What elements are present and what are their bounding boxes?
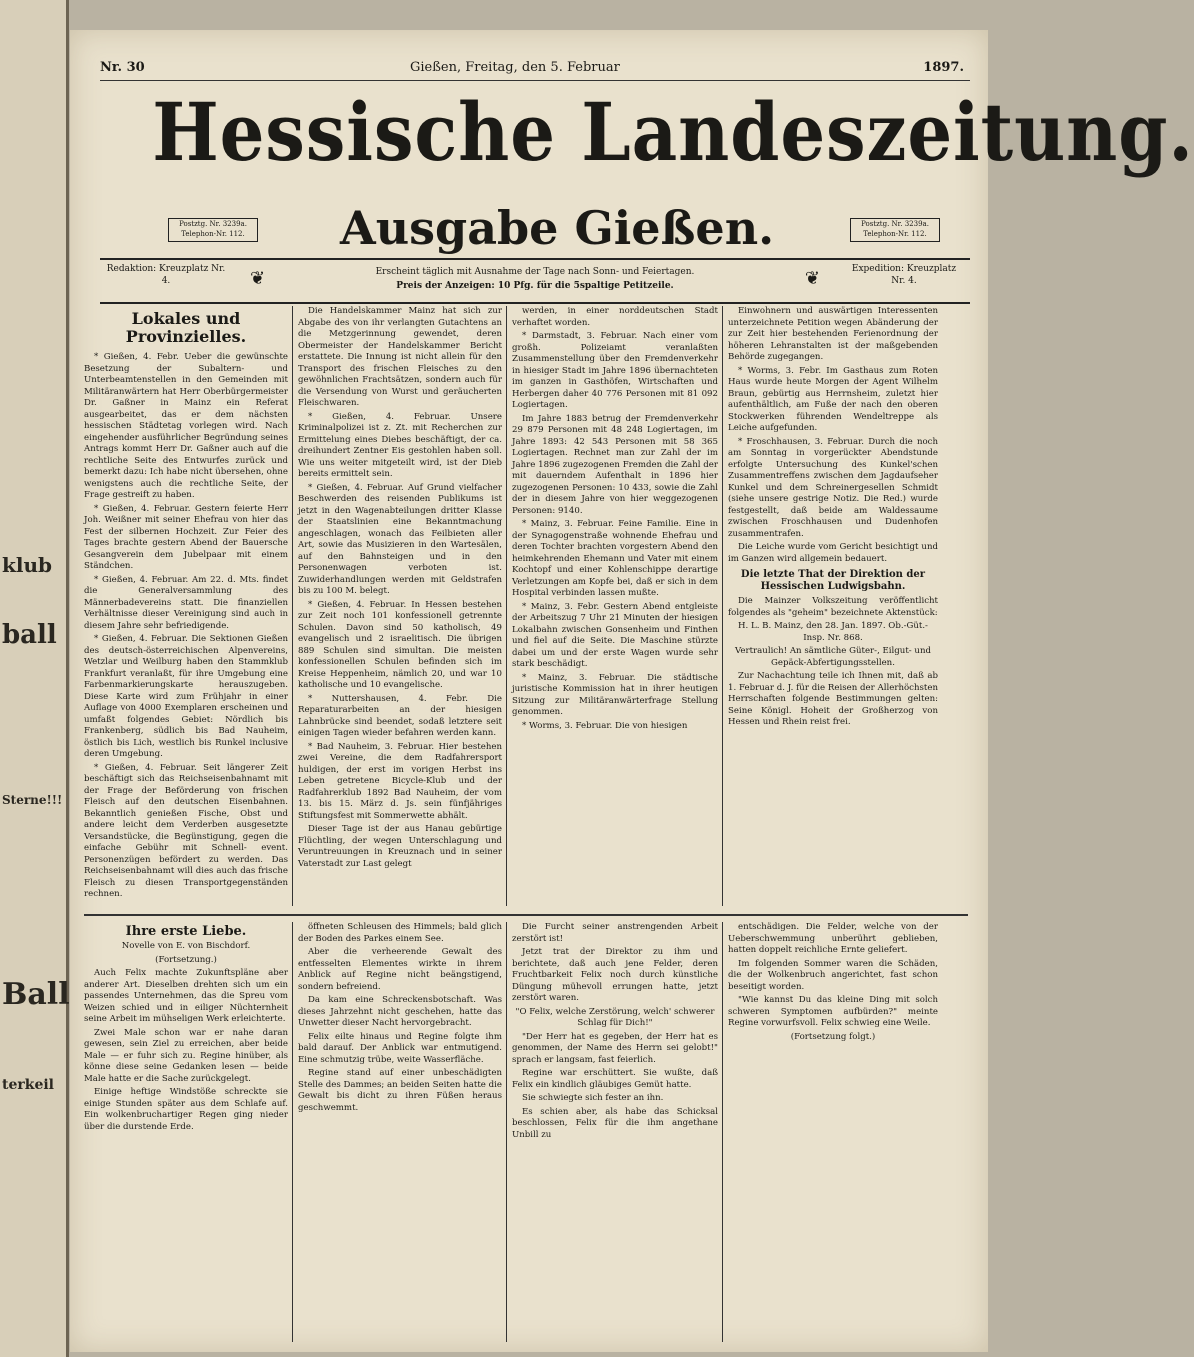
- previous-page-edge: [0, 0, 69, 1357]
- feuilleton-separator: [84, 914, 968, 916]
- news-item: * Nuttershausen, 4. Febr. Die Reparaturarbeiten an der hiesigen Lahnbrücke sind beendet, sodaß letztere seit einigen Tagen wieder befahren werden kann.: [298, 693, 502, 738]
- news-item: * Worms, 3. Februar. Die von hiesigen: [522, 720, 688, 731]
- feuilleton-title: Ihre erste Liebe.: [125, 924, 247, 939]
- column-divider: [506, 306, 507, 906]
- section-heading: Lokales und Provinzielles.: [125, 309, 247, 346]
- news-item: * Froschhausen, 3. Februar. Durch die noch am Sonntag in vorgerückter Abendstunde erfolgte Untersuchung des Kunkel'schen Zusammentreffens zwischen dem Jagdaufseher Kunkel und dem Schreinergesellen Schmidt (siehe unsere gestrige Notiz. Die Red.) wurde festgestellt, daß beide am Waldessaume zwischen Froschhausen und Dudenhofen zusammentrafen.: [728, 436, 938, 539]
- story-paragraph: öffneten Schleusen des Himmels; bald glich der Boden des Parkes einem See.: [298, 922, 502, 944]
- info-bar: [100, 258, 970, 304]
- issue-date: Gießen, Freitag, den 5. Februar: [410, 60, 620, 75]
- column-1: [84, 306, 288, 906]
- news-item: * Gießen, 4. Februar. Die Sektionen Gießen des deutsch-österreichischen Alpenvereins, Wetzlar und Weilburg haben den Stammklub Frankfurt veranlaßt, für ihre Umgebung eine Farbenmarkierungskarte herauszugeben. Diese Karte wird zum Frühjahr in einer Auflage von 4000 Exemplaren erscheinen und umfaßt folgendes Gebiet: Nördlich bis Frankenberg, südlich bis Bad Nauheim, östlich bis Lich, westlich bis Runkel inclusive deren Umgebung.: [84, 634, 288, 759]
- masthead-title: Hessische Landeszeitung.: [152, 85, 1194, 179]
- feuilleton-column-4: [728, 922, 938, 1342]
- news-item: Dieser Tage ist der aus Hanau gebürtige Flüchtling, der wegen Unterschlagung und Veruntreuungen in Kreuznach und in seiner Vaterstadt zur Last gelegt: [298, 824, 502, 869]
- story-paragraph: Zwei Male schon war er nahe daran gewesen, sein Ziel zu erreichen, aber beide Male — er fuhr sich zu. Regine hinüber, als könne diese seine Gedanken lesen — beide Male hatte er die Sache zurückgelegt.: [84, 1027, 288, 1084]
- news-item: H. L. B. Mainz, den 28. Jan. 1897. Ob.-Güt.-Insp. Nr. 868.: [738, 621, 928, 643]
- postbox-right: Postztg. Nr. 3239a. Telephon-Nr. 112.: [850, 218, 940, 242]
- news-item: * Mainz, 3. Februar. Feine Familie. Eine in der Synagogenstraße wohnende Ehefrau und deren Tochter brachten vorgestern Abend den heimkehrenden Ehemann und Vater mit einem Kochtopf und einer Kohlenschippe derartige Verletzungen am Kopfe bei, daß er sich in dem Hospital verbinden lassen mußte.: [512, 519, 718, 598]
- feuilleton-column-1: [84, 922, 288, 1342]
- story-paragraph: Regine stand auf einer unbeschädigten Stelle des Dammes; an beiden Seiten hatte die Gewalt bis dicht zu ihren Füßen heraus geschwemmt.: [298, 1068, 502, 1113]
- news-item: Einwohnern und auswärtigen Interessenten unterzeichnete Petition wegen Abänderung der zur Zeit hier bestehenden Ferienordnung der höheren Lehranstalten ist der maßgebenden Behörde zugegangen.: [728, 306, 938, 362]
- feuilleton-column-3: [512, 922, 718, 1342]
- story-paragraph: Aber die verheerende Gewalt des entfesselten Elementes wirkte in ihrem Anblick auf Regine nicht beängstigend, sondern befreiend.: [298, 947, 502, 992]
- news-item: Die Mainzer Volkszeitung veröffentlicht folgendes als "geheim" bezeichnete Aktenstück:: [728, 596, 938, 618]
- news-item: * Gießen, 4. Februar. Unsere Kriminalpolizei ist z. Zt. mit Recherchen zur Ermittelung eines Diebes beschäftigt, der ca. dreihundert Zentner Eis gestohlen haben soll. Wie uns weiter mitgeteilt wird, ist der Dieb bereits ermittelt sein.: [298, 411, 502, 479]
- story-paragraph: "Der Herr hat es gegeben, der Herr hat es genommen, der Name des Herrn sei gelobt!" sprach er langsam, fast feierlich.: [512, 1031, 718, 1065]
- news-item: * Bad Nauheim, 3. Februar. Hier bestehen zwei Vereine, die dem Radfahrersport huldigen, der erst im vorigen Herbst ins Leben getretene Bicycle-Klub und der Radfahrerklub 1892 Bad Nauheim, der vom 13. bis 15. März d. Js. sein fünfjähriges Stiftungsfest mit Sommerwette abhält.: [298, 741, 502, 821]
- story-paragraph: Da kam eine Schreckensbotschaft. Was dieses Jahrzehnt nicht geschehen, hatte das Unwetter dieser Nacht hervorgebracht.: [298, 995, 502, 1028]
- column-divider: [292, 922, 293, 1342]
- news-item: Zur Nachachtung teile ich Ihnen mit, daß ab 1. Februar d. J. für die Reisen der Allerhöchsten Herrschaften folgende Bestimmungen gelten: Seine Königl. Hoheit der Großherzog von Hessen und Rhein reist frei.: [728, 671, 938, 727]
- story-continued-note: (Fortsetzung folgt.): [790, 1031, 876, 1042]
- story-paragraph: Die Furcht seiner anstrengenden Arbeit zerstört ist!: [512, 922, 718, 944]
- news-item: * Gießen, 4. Februar. Am 22. d. Mts. findet die Generalversammlung des Männerbadevereins statt. Die finanziellen Verhältnisse dieser Vereinigung sind auch in diesem Jahre sehr befriedigende.: [84, 574, 288, 631]
- ad-price: Preis der Anzeigen: 10 Pfg. für die 5spaltige Petitzeile.: [396, 281, 674, 291]
- news-item: * Gießen, 4. Februar. Gestern feierte Herr Joh. Weißner mit seiner Ehefrau von hier das Fest der silbernen Hochzeit. Zur Feier des Tages brachte gestern Abend der Bauersche Gesangverein dem Jubelpaar mit einem Ständchen.: [84, 503, 288, 571]
- news-item: * Gießen, 4. Februar. Auf Grund vielfacher Beschwerden des reisenden Publikums ist jetzt in den Wagenabteilungen dritter Klasse der Staatslinien eine Bekanntmachung angeschlagen, wonach das Feilbieten aller Art, sowie das Musizieren in den Wartesälen, auf den Bahnsteigen und in den Personenwagen verboten ist. Zuwiderhandlungen werden mit Geldstrafen bis zu 100 M. belegt.: [298, 482, 502, 596]
- news-item: werden, in einer norddeutschen Stadt verhaftet worden.: [512, 306, 718, 328]
- margin-fragment: terkeil: [2, 1077, 54, 1093]
- story-paragraph: Auch Felix machte Zukunftspläne aber anderer Art. Dieselben drehten sich um ein passendes Unternehmen, das die Spreu vom Weizen schied und in eiliger Nüchternheit seine Arbeit im mühseligen Werk erleichterte.: [84, 968, 288, 1024]
- news-item: * Mainz, 3. Febr. Gestern Abend entgleiste der Arbeitszug 7 Uhr 21 Minuten der hiesigen Lokalbahn zwischen Gonsenheim und Finthen und fiel auf die Seite. Die Maschine stürzte dabei um und der erste Wagen wurde sehr stark beschädigt.: [512, 601, 718, 669]
- ornament-icon: ❦: [250, 268, 266, 289]
- redaktion-address: Redaktion: Kreuzplatz Nr. 4.: [106, 264, 226, 286]
- news-item: Die Leiche wurde vom Gericht besichtigt und im Ganzen wird allgemein bedauert.: [728, 542, 938, 564]
- feuilleton-author: Novelle von E. von Bischdorf.: [121, 941, 251, 951]
- story-paragraph: Regine war erschüttert. Sie wußte, daß Felix ein kindlich gläubiges Gemüt hatte.: [512, 1068, 718, 1090]
- publication-info: [340, 265, 730, 293]
- issue-year: 1897.: [923, 60, 964, 75]
- news-item: * Gießen, 4. Februar. Seit längerer Zeit beschäftigt sich das Reichseisenbahnamt mit der Frage der Beförderung von frischen Fleisch auf den deutschen Eisenbahnen. Bekanntlich genießen Fische, Obst und andere leicht dem Verderben ausgesetzte Versandstücke, die Begünstigung, gegen die einfache Gebühr mit Schnell- event. Personenzügen befördert zu werden. Das Reichseisenbahnamt will dies auch das frische Fleisch zu diesen Transportgegenständen rechnen.: [84, 762, 288, 899]
- feuilleton-continued: (Fortsetzung.): [155, 954, 217, 965]
- news-item: * Gießen, 4. Februar. In Hessen bestehen zur Zeit noch 101 konfessionell getrennte Schulen. Davon sind 50 katholisch, 49 evangelisch und 2 israelitisch. Die übrigen 889 Schulen sind simultan. Die meisten konfessionellen Schulen befinden sich im Kreise Heppenheim, nämlich 20, und war 10 katholische und 10 evangelische.: [298, 599, 502, 690]
- column-divider: [722, 306, 723, 906]
- story-paragraph: "Wie kannst Du das kleine Ding mit solch schweren Symptomen aufbürden?" meinte Regine vorwurfsvoll. Felix schwieg eine Weile.: [728, 995, 938, 1028]
- issue-line: [100, 60, 970, 81]
- story-paragraph: Einige heftige Windstöße schreckte sie einige Stunden später aus dem Schlafe auf. Ein wolkenbruchartiger Regen ging nieder über die durstende Erde.: [84, 1087, 288, 1132]
- story-paragraph: entschädigen. Die Felder, welche von der Ueberschwemmung unberührt geblieben, hatten doppelt reichliche Ernte geliefert.: [728, 922, 938, 955]
- news-item: Vertraulich! An sämtliche Güter-, Eilgut- und Gepäck-Abfertigungsstellen.: [734, 646, 931, 668]
- story-paragraph: Im folgenden Sommer waren die Schäden, die der Wolkenbruch angerichtet, fast schon beseitigt worden.: [728, 958, 938, 992]
- margin-fragment: klub: [2, 553, 52, 577]
- column-3: [512, 306, 718, 906]
- feuilleton-column-2: [298, 922, 502, 1342]
- newspaper-page: [70, 30, 1194, 1352]
- article-heading: Die letzte That der Direktion der Hessischen Ludwigsbahn.: [740, 569, 926, 592]
- appears-note: Erscheint täglich mit Ausnahme der Tage nach Sonn- und Feiertagen.: [375, 267, 695, 277]
- margin-fragment: Ball: [2, 977, 70, 1012]
- column-2: [298, 306, 502, 906]
- news-item: * Gießen, 4. Febr. Ueber die gewünschte Besetzung der Subaltern- und Unterbeamtenstellen in den Gemeinden mit Militäranwärtern hat Herr Oberbürgermeister Dr. Gaßner in Mainz ein Referat ausgearbeitet, das er dem nächsten hessischen Städtetag vorlegen wird. Nach eingehender ausführlicher Begründung seines Antrags kommt Herr Dr. Gaßner auch auf die rechtliche Seite des Entwurfes zurück und bemerkt dazu: Ich habe nicht übersehen, ohne wenigstens auch die rechtliche Seite, der Frage gestreift zu haben.: [84, 352, 288, 500]
- column-4: [728, 306, 938, 906]
- column-divider: [722, 922, 723, 1342]
- column-divider: [292, 306, 293, 906]
- news-item: Im Jahre 1883 betrug der Fremdenverkehr 29 879 Personen mit 48 248 Logiertagen, im Jahre 1893: 42 543 Personen mit 58 365 Logiertagen. Rechnet man zur Zahl der im Jahre 1896 zugezogenen Fremden die Zahl der mit dauerndem Aufenthalt in 1896 hier zugezogenen Personen: 10 433, sowie die Zahl der in diesem Jahre von hier weggezogenen Personen: 9140.: [512, 413, 718, 516]
- story-paragraph: "O Felix, welche Zerstörung, welch' schwerer Schlag für Dich!": [515, 1006, 715, 1028]
- story-paragraph: Sie schwiegte sich fester an ihn.: [522, 1093, 664, 1103]
- news-item: * Worms, 3. Febr. Im Gasthaus zum Roten Haus wurde heute Morgen der Agent Wilhelm Braun, gebürtig aus Herrnsheim, zuletzt hier aufenthältlich, am Fuße der nach den oberen Stockwerken führenden Wendeltreppe als Leiche aufgefunden.: [728, 365, 938, 433]
- issue-number: Nr. 30: [100, 60, 145, 75]
- news-item: Die Handelskammer Mainz hat sich zur Abgabe des von ihr verlangten Gutachtens an die Metzgerinnung gewendet, deren Obermeister der Handelskammer Bericht erstattete. Die Innung ist nicht allein für den Transport des frischen Fleisches zu den gewöhnlichen Frachtsätzen, sondern auch für die Versendung von Wurst und geräucherten Fleischwaren.: [298, 306, 502, 408]
- news-item: * Darmstadt, 3. Februar. Nach einer vom großh. Polizeiamt veranlaßten Zusammenstellung über den Fremdenverkehr in hiesiger Stadt im Jahre 1896 übernachteten im ganzen in Gasthöfen, Wirtschaften und Herbergen daher 40 776 Personen mit 81 092 Logiertagen.: [512, 331, 718, 410]
- postbox-left: Postztg. Nr. 3239a. Telephon-Nr. 112.: [168, 218, 258, 242]
- expedition-address: Expedition: Kreuzplatz Nr. 4.: [851, 264, 957, 286]
- story-paragraph: Es schien aber, als habe das Schicksal beschlossen, Felix für die ihm angethane Unbill zu: [512, 1106, 718, 1140]
- margin-fragment: ball: [2, 620, 57, 650]
- margin-fragment: Sterne!!!: [2, 793, 63, 807]
- news-item: * Mainz, 3. Februar. Die städtische juristische Kommission hat in ihrer heutigen Sitzung zur Militäranwärterfrage Stellung genommen.: [512, 672, 718, 717]
- story-paragraph: Felix eilte hinaus und Regine folgte ihm bald darauf. Der Anblick war entmutigend. Eine schmutzig trübe, weite Wasserfläche.: [298, 1031, 502, 1065]
- story-paragraph: Jetzt trat der Direktor zu ihm und berichtete, daß auch jene Felder, deren Fruchtbarkeit Felix noch durch künstliche Düngung mühevoll errungen hatte, jetzt zerstört waren.: [512, 947, 718, 1003]
- ornament-icon: ❦: [804, 268, 820, 289]
- column-divider: [506, 922, 507, 1342]
- masthead-subtitle: Ausgabe Gießen.: [340, 201, 775, 255]
